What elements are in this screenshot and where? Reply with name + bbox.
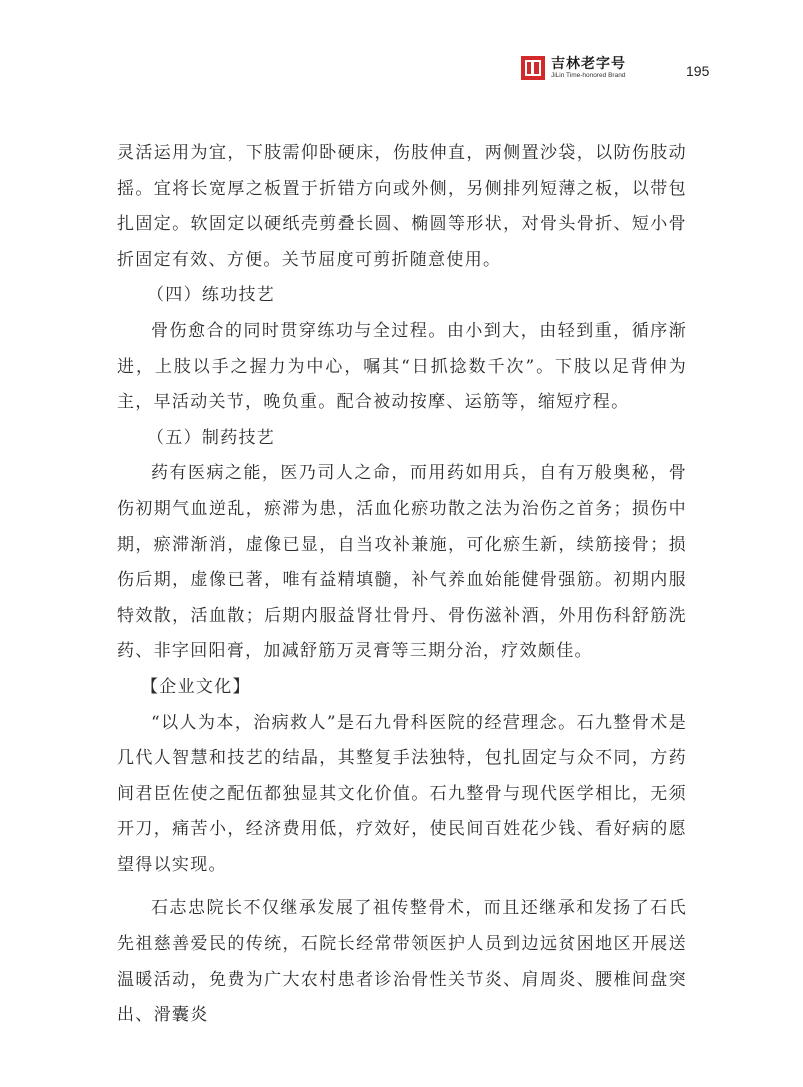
paragraph-medicine: 药有医病之能，医乃司人之命，而用药如用兵，自有万般奥秘，骨伤初期气血逆乱，瘀滞为患，活血化瘀功散之法为治伤之首务；损伤中期，瘀滞渐消，虚像已显，自当攻补兼施，可化瘀生新，续筋接骨；损伤后期，虚像已著，唯有益精填髓，补气养血始能健骨强筋。初期内服特效散，活血散；后期内服益肾壮骨丹、骨伤滋补酒，外用伤科舒筋洗药、非字回阳膏，加减舒筋万灵膏等三期分治，疗效颇佳。 — [117, 463, 687, 662]
page-number: 195 — [686, 63, 710, 79]
paragraph-practice: 骨伤愈合的同时贯穿练功与全过程。由小到大，由轻到重，循序渐进，上肢以手之握力为中心，嘱其“日抓捻数千次”。下肢以足背伸为主，早活动关节，晚负重。配合被动按摩、运筋等，缩短疗程。 — [117, 320, 687, 413]
brand-logo-text — [551, 57, 626, 80]
paragraph-continuation: 灵活运用为宜，下肢需仰卧硬床，伤肢伸直，两侧置沙袋，以防伤肢动摇。宜将长宽厚之板置于折错方向或外侧，另侧排列短薄之板，以带包扎固定。软固定以硬纸壳剪叠长圆、椭圆等形状，对骨头骨折、短小骨折固定有效、方便。关节屈度可剪折随意使用。 — [117, 143, 687, 270]
page-header — [521, 56, 626, 80]
subheading-practice-skill: （四）练功技艺 — [147, 285, 276, 306]
section-title-corporate-culture: 【企业文化】 — [141, 676, 251, 697]
paragraph-director: 石志忠院长不仅继承发展了祖传整骨术，而且还继承和发扬了石氏先祖慈善爱民的传统，石院长经常带领医护人员到边远贫困地区开展送温暖活动，免费为广大农村患者诊治骨性关节炎、肩周炎、腰椎间盘突出、滑囊炎 — [117, 898, 687, 1026]
brand-logo-seal — [521, 56, 545, 80]
document-body — [117, 136, 687, 1034]
subheading-medicine-skill: （五）制药技艺 — [147, 427, 276, 448]
brand-name-en: JiLin Time-honored Brand — [551, 71, 626, 79]
brand-name-cn: 吉林老字号 — [551, 55, 626, 72]
paragraph-culture: “以人为本，治病救人”是石九骨科医院的经营理念。石九整骨术是几代人智慧和技艺的结晶，其整复手法独特，包扎固定与众不同，方药间君臣佐使之配伍都独显其文化价值。石九整骨与现代医学相比，无须开刀，痛苦小，经济费用低，疗效好，使民间百姓花少钱、看好病的愿望得以实现。 — [117, 712, 687, 875]
